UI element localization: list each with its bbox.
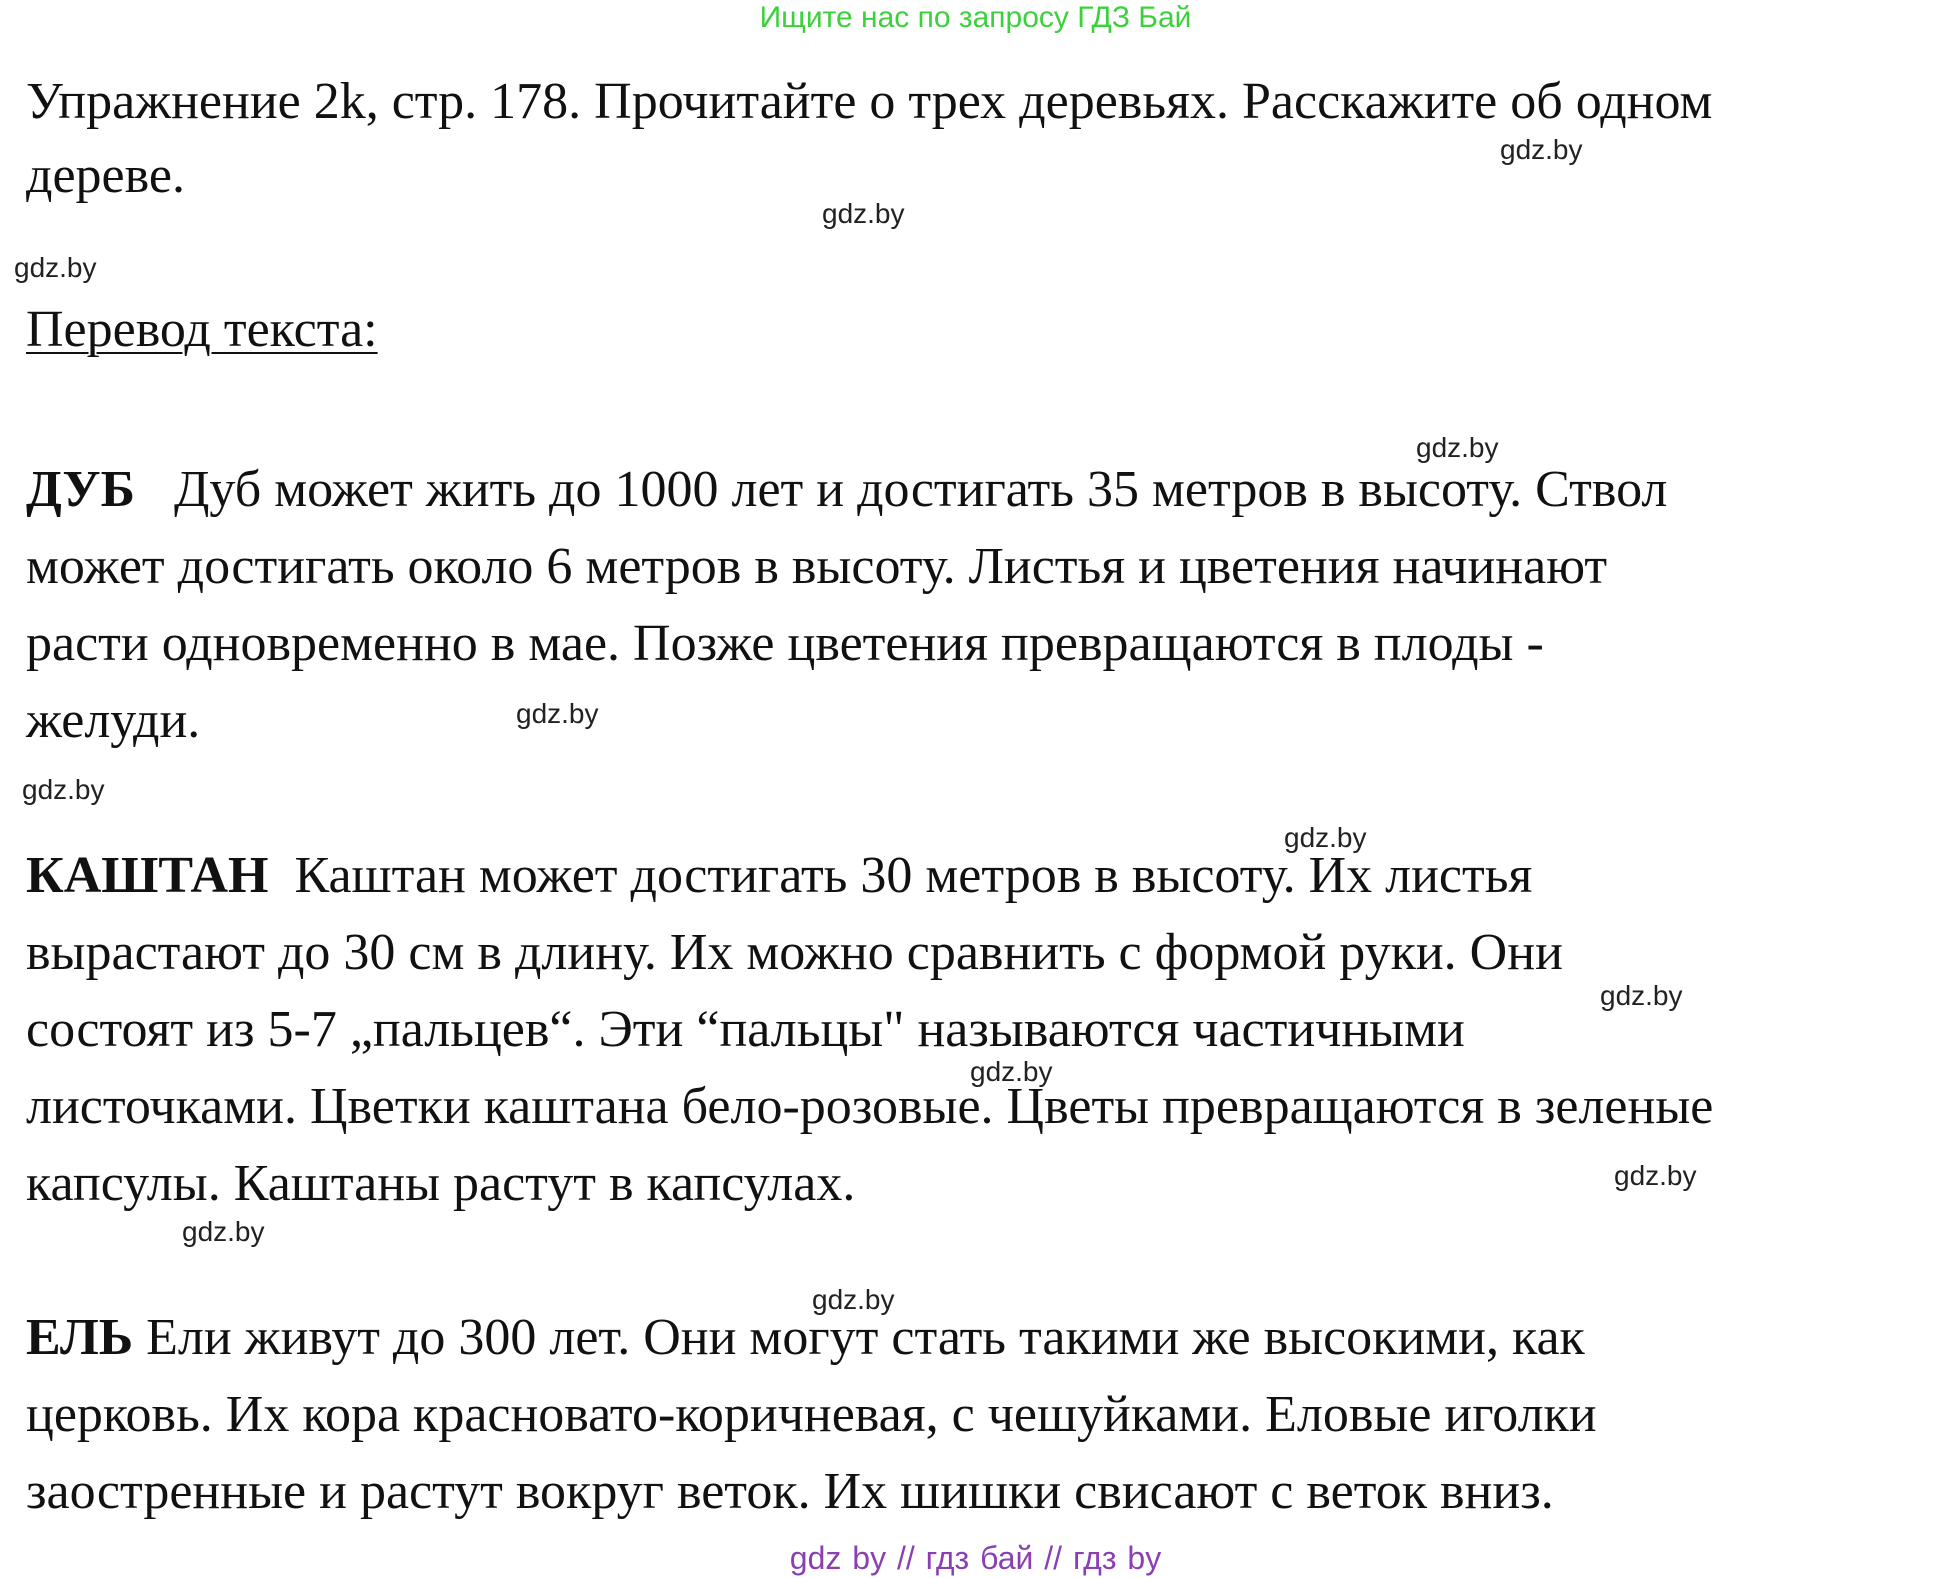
watermark: gdz.by <box>516 698 599 729</box>
chestnut-paragraph-line-2: вырастают до 30 см в длину. Их можно сравнить с формой руки. Они <box>26 924 1563 981</box>
watermark: gdz.by <box>22 774 105 805</box>
footer-watermark: gdz by // гдз бай // гдз by <box>789 1540 1162 1576</box>
chestnut-paragraph-line-4: листочками. Цветки каштана бело-розовые. Цветы превращаются в зеленые <box>26 1078 1714 1135</box>
oak-paragraph-line-1 <box>26 460 1667 520</box>
spruce-paragraph-line-1 <box>26 1308 1585 1368</box>
chestnut-paragraph-line-1 <box>26 846 1532 906</box>
task-line-2: дереве. <box>26 147 185 204</box>
watermark: gdz.by <box>1600 980 1683 1011</box>
watermark: gdz.by <box>1500 134 1583 165</box>
oak-text-line-1: Дуб может жить до 1000 лет и достигать 35 метров в высоту. Ствол <box>173 461 1668 518</box>
chestnut-paragraph-line-5: капсулы. Каштаны растут в капсулах. <box>26 1155 856 1212</box>
chestnut-paragraph-line-3: состоят из 5-7 „пальцев“. Эти “пальцы" называются частичными <box>26 1001 1465 1058</box>
watermark: gdz.by <box>14 252 97 283</box>
translation-heading: Перевод текста: <box>26 301 378 358</box>
spruce-text-line-1: Ели живут до 300 лет. Они могут стать такими же высокими, как <box>146 1309 1585 1366</box>
watermark: gdz.by <box>1416 432 1499 463</box>
watermark: gdz.by <box>1614 1160 1697 1191</box>
watermark: gdz.by <box>812 1284 895 1315</box>
watermark: gdz.by <box>970 1056 1053 1087</box>
watermark: gdz.by <box>182 1216 265 1247</box>
task-line-1: Упражнение 2k, стр. 178. Прочитайте о трех деревьях. Расскажите об одном <box>26 73 1713 130</box>
chestnut-text-line-1: Каштан может достигать 30 метров в высоту. Их листья <box>294 847 1533 904</box>
spruce-paragraph-line-3: заостренные и растут вокруг веток. Их шишки свисают с веток вниз. <box>26 1463 1554 1520</box>
spruce-title: ЕЛЬ <box>26 1309 134 1366</box>
search-banner: Ищите нас по запросу ГДЗ Бай <box>759 1 1192 34</box>
watermark: gdz.by <box>1284 822 1367 853</box>
oak-paragraph-line-2: может достигать около 6 метров в высоту. Листья и цветения начинают <box>26 538 1608 595</box>
oak-title: ДУБ <box>26 461 135 518</box>
oak-paragraph-line-4: желуди. <box>26 692 201 749</box>
oak-paragraph-line-3: расти одновременно в мае. Позже цветения превращаются в плоды - <box>26 615 1544 672</box>
watermark: gdz.by <box>822 198 905 229</box>
spruce-paragraph-line-2: церковь. Их кора красновато-коричневая, с чешуйками. Еловые иголки <box>26 1386 1597 1443</box>
chestnut-title: КАШТАН <box>26 847 269 904</box>
